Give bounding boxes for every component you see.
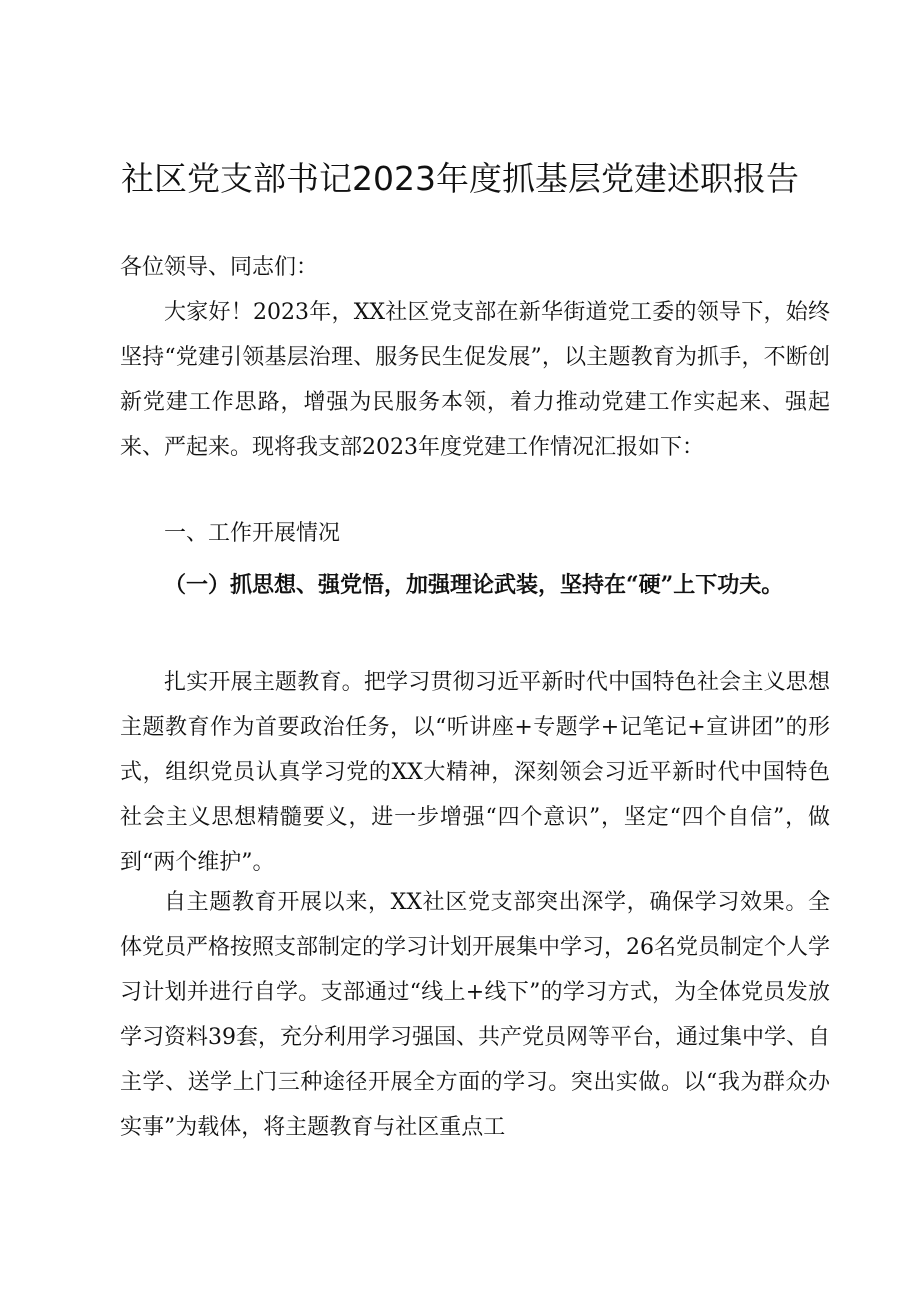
subsection-heading: （一）抓思想、强党悟，加强理论武装，坚持在“硬”上下功夫。 <box>164 572 784 598</box>
body-paragraph: 扎实开展主题教育。把学习贯彻习近平新时代中国特色社会主义思想主题教育作为首要政治任务，以“听讲座+专题学+记笔记+宣讲团”的形式，组织党员认真学习党的XX大精神，深刻领会习近平新时代中国特色社会主义思想精髓要义，进一步增强“四个意识”，坚定“四个自信”，做到“两个维护”。 <box>120 670 830 875</box>
document-title: 社区党支部书记2023年度抓基层党建述职报告 <box>121 159 799 198</box>
section-heading: 一、工作开展情况 <box>164 521 341 546</box>
salutation: 各位领导、同志们： <box>120 255 319 280</box>
intro-paragraph: 大家好！2023年，XX社区党支部在新华街道党工委的领导下，始终坚持“党建引领基层治理、服务民生促发展”，以主题教育为抓手，不断创新党建工作思路，增强为民服务本领，着力推动党建工作实起来、强起来、严起来。现将我支部2023年度党建工作情况汇报如下： <box>120 300 830 460</box>
body-paragraph: 自主题教育开展以来，XX社区党支部突出深学，确保学习效果。全体党员严格按照支部制定的学习计划开展集中学习，26名党员制定个人学习计划并进行自学。支部通过“线上+线下”的学习方式，为全体党员发放学习资料39套，充分利用学习强国、共产党员网等平台，通过集中学、自主学、送学上门三种途径开展全方面的学习。突出实做。以“我为群众办实事”为载体，将主题教育与社区重点工 <box>120 890 830 1140</box>
